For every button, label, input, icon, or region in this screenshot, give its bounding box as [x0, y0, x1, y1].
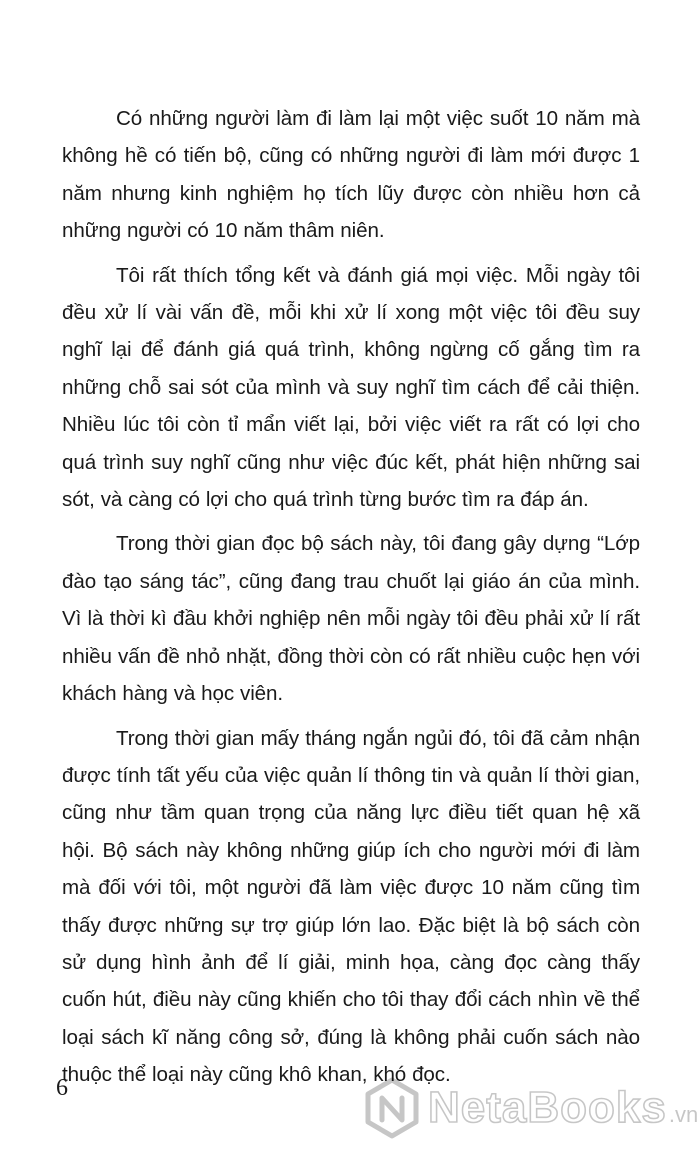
page-body — [62, 100, 640, 1094]
watermark — [360, 1072, 698, 1144]
page-number: 6 — [56, 1075, 68, 1101]
watermark-suffix: .vn — [668, 1102, 699, 1127]
netabooks-logo-icon — [360, 1076, 424, 1140]
paragraph-2: Tôi rất thích tổng kết và đánh giá mọi việc. Mỗi ngày tôi đều xử lí vài vấn đề, mỗi khi xử lí xong một việc tôi đều suy nghĩ lại để đánh giá quá trình, không ngừng cố gắng tìm ra những chỗ sai sót của mình và suy nghĩ tìm cách để cải thiện. Nhiều lúc tôi còn tỉ mẩn viết lại, bởi việc viết ra rất có lợi cho quá trình suy nghĩ cũng như việc đúc kết, phát hiện những sai sót, và càng có lợi cho quá trình từng bước tìm ra đáp án. — [62, 263, 640, 512]
watermark-brand: NetaBooks — [428, 1083, 667, 1132]
paragraph-4: Trong thời gian mấy tháng ngắn ngủi đó, tôi đã cảm nhận được tính tất yếu của việc quản lí thông tin và quản lí thời gian, cũng như tầm quan trọng của năng lực điều tiết quan hệ xã hội. Bộ sách này không những giúp ích cho người mới đi làm mà đối với tôi, một người đã làm việc được 10 năm cũng tìm thấy được những sự trợ giúp lớn lao. Đặc biệt là bộ sách còn sử dụng hình ảnh để lí giải, minh họa, càng đọc càng thấy cuốn hút, điều này cũng khiến cho tôi thay đổi cách nhìn về thể loại sách kĩ năng công sở, đúng là không phải cuốn sách nào thuộc thể loại này cũng khô khan, khó đọc. — [62, 726, 640, 1087]
paragraph-3: Trong thời gian đọc bộ sách này, tôi đang gây dựng “Lớp đào tạo sáng tác”, cũng đang trau chuốt lại giáo án của mình. Vì là thời kì đầu khởi nghiệp nên mỗi ngày tôi đều phải xử lí rất nhiều vấn đề nhỏ nhặt, đồng thời còn có rất nhiều cuộc hẹn với khách hàng và học viên. — [62, 532, 640, 706]
paragraph-1: Có những người làm đi làm lại một việc suốt 10 năm mà không hề có tiến bộ, cũng có những người đi làm mới được 1 năm nhưng kinh nghiệm họ tích lũy được còn nhiều hơn cả những người có 10 năm thâm niên. — [62, 107, 640, 243]
